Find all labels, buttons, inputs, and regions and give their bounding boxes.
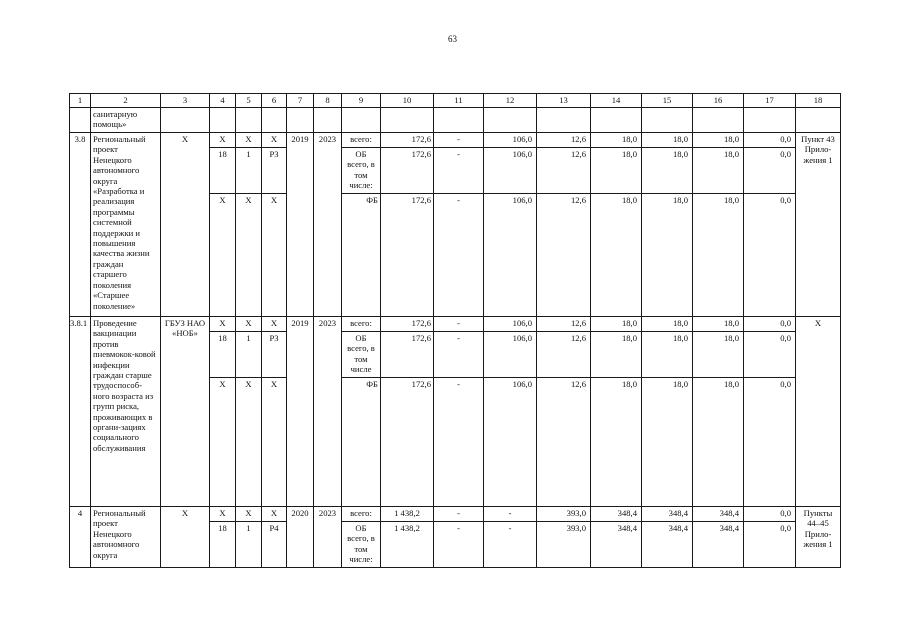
table-row [70,133,841,148]
amount-cell: 348,4 [693,507,744,522]
col-header: 14 [591,94,642,108]
amount-cell: 12,6 [537,317,591,332]
amount-cell: 106,0 [484,133,537,148]
code-cell: Х [236,133,262,148]
amount-cell: 18,0 [591,332,642,378]
amount-cell: 348,4 [642,522,693,568]
amount-cell: 18,0 [642,148,693,194]
amount-cell: 172,6 [381,148,434,194]
amount-cell: 1 438,2 [381,507,434,522]
amount-cell: 348,4 [642,507,693,522]
note-cell: Пункт 43 Прило-жения 1 [796,133,841,317]
amount-cell: - [434,317,484,332]
amount-cell: 348,4 [591,507,642,522]
amount-cell: 18,0 [693,317,744,332]
col-header: 9 [342,94,381,108]
code-cell: Х [210,507,236,522]
end-year: 2023 [314,133,342,317]
code-cell: Х [262,133,287,148]
col-header: 4 [210,94,236,108]
source-label: всего: [342,133,381,148]
amount-cell: 0,0 [744,378,796,507]
amount-cell: 172,6 [381,332,434,378]
amount-cell: 18,0 [591,194,642,317]
amount-cell: 18,0 [693,194,744,317]
amount-cell: 18,0 [642,317,693,332]
col-header: 11 [434,94,484,108]
amount-cell: 106,0 [484,194,537,317]
amount-cell: 12,6 [537,378,591,507]
amount-cell: 18,0 [693,148,744,194]
item-name: санитарную помощь» [91,108,161,133]
item-number: 3.8 [70,133,91,317]
amount-cell: 1 438,2 [381,522,434,568]
start-year: 2019 [287,133,314,317]
source-label: ОБ всего, в том числе: [342,148,381,194]
item-number: 3.8.1 [70,317,91,507]
amount-cell: 18,0 [591,148,642,194]
code-cell: Х [236,378,262,507]
code-cell: Х [210,378,236,507]
table-row [70,108,841,133]
code-cell: Х [236,317,262,332]
start-year: 2019 [287,317,314,507]
col-header: 17 [744,94,796,108]
amount-cell: 106,0 [484,332,537,378]
executor: Х [161,507,210,568]
code-cell: Х [262,507,287,522]
amount-cell: 172,6 [381,378,434,507]
col-header: 3 [161,94,210,108]
col-header: 18 [796,94,841,108]
page-number: 63 [448,34,457,44]
amount-cell: - [434,148,484,194]
amount-cell: 0,0 [744,317,796,332]
amount-cell: 0,0 [744,148,796,194]
amount-cell: 0,0 [744,507,796,522]
col-header: 6 [262,94,287,108]
source-label: ФБ [342,194,381,317]
amount-cell: - [434,332,484,378]
amount-cell: 106,0 [484,148,537,194]
amount-cell: 172,6 [381,194,434,317]
amount-cell: 12,6 [537,194,591,317]
col-header: 8 [314,94,342,108]
budget-table [69,93,841,568]
amount-cell: - [434,522,484,568]
item-name: Региональный проект Ненецкого автономного округа «Разработка и реализация программы системной поддержки и повышения качества жизни граждан старшего поколения «Старшее поколение» [91,133,161,317]
amount-cell: 0,0 [744,522,796,568]
amount-cell: 18,0 [642,378,693,507]
col-header: 12 [484,94,537,108]
col-header: 10 [381,94,434,108]
amount-cell: - [434,133,484,148]
amount-cell: 0,0 [744,133,796,148]
amount-cell: 18,0 [693,378,744,507]
col-header: 13 [537,94,591,108]
amount-cell: 18,0 [642,133,693,148]
executor: ГБУЗ НАО «НОБ» [161,317,210,507]
note-cell: Х [796,317,841,507]
amount-cell: 18,0 [642,332,693,378]
code-cell: 18 [210,332,236,378]
end-year: 2023 [314,507,342,568]
amount-cell: - [434,194,484,317]
amount-cell: 12,6 [537,148,591,194]
source-label: всего: [342,507,381,522]
amount-cell: 393,0 [537,507,591,522]
source-label: ФБ [342,378,381,507]
amount-cell: 12,6 [537,133,591,148]
col-header: 16 [693,94,744,108]
item-number: 4 [70,507,91,568]
amount-cell: 18,0 [642,194,693,317]
amount-cell: 0,0 [744,194,796,317]
code-cell: 1 [236,332,262,378]
code-cell: 1 [236,522,262,568]
code-cell: 1 [236,148,262,194]
amount-cell: 106,0 [484,317,537,332]
table-row [70,317,841,332]
col-header: 7 [287,94,314,108]
source-label: ОБ всего, в том числе [342,332,381,378]
amount-cell: 18,0 [591,378,642,507]
amount-cell: 18,0 [591,133,642,148]
code-cell: Х [210,194,236,317]
code-cell: Х [236,194,262,317]
col-header: 5 [236,94,262,108]
amount-cell: 0,0 [744,332,796,378]
amount-cell: - [434,507,484,522]
amount-cell: - [434,378,484,507]
item-name: Региональный проект Ненецкого автономного округа [91,507,161,568]
code-cell: Р3 [262,332,287,378]
note-cell: Пункты 44–45 Прило-жения 1 [796,507,841,568]
code-cell: Х [236,507,262,522]
code-cell: 18 [210,148,236,194]
end-year: 2023 [314,317,342,507]
code-cell: Х [210,133,236,148]
amount-cell: 12,6 [537,332,591,378]
source-label: ОБ всего, в том числе: [342,522,381,568]
code-cell: Х [262,194,287,317]
amount-cell: - [484,522,537,568]
executor: Х [161,133,210,317]
amount-cell: 18,0 [693,133,744,148]
code-cell: Х [262,378,287,507]
code-cell: 18 [210,522,236,568]
col-header: 1 [70,94,91,108]
table-row [70,507,841,522]
amount-cell: 172,6 [381,133,434,148]
item-name: Проведение вакцинации против пневмокок-ковой инфекции граждан старше трудоспособ-ного возраста из групп риска, проживающих в органи-зациях социального обслуживания [91,317,161,507]
amount-cell: 18,0 [591,317,642,332]
col-header: 15 [642,94,693,108]
amount-cell: 348,4 [693,522,744,568]
code-cell: Р4 [262,522,287,568]
amount-cell: 348,4 [591,522,642,568]
amount-cell: 393,0 [537,522,591,568]
amount-cell: 18,0 [693,332,744,378]
code-cell: Р3 [262,148,287,194]
column-number-row [70,94,841,108]
code-cell: Х [210,317,236,332]
col-header: 2 [91,94,161,108]
source-label: всего: [342,317,381,332]
amount-cell: - [484,507,537,522]
code-cell: Х [262,317,287,332]
amount-cell: 106,0 [484,378,537,507]
start-year: 2020 [287,507,314,568]
amount-cell: 172,6 [381,317,434,332]
